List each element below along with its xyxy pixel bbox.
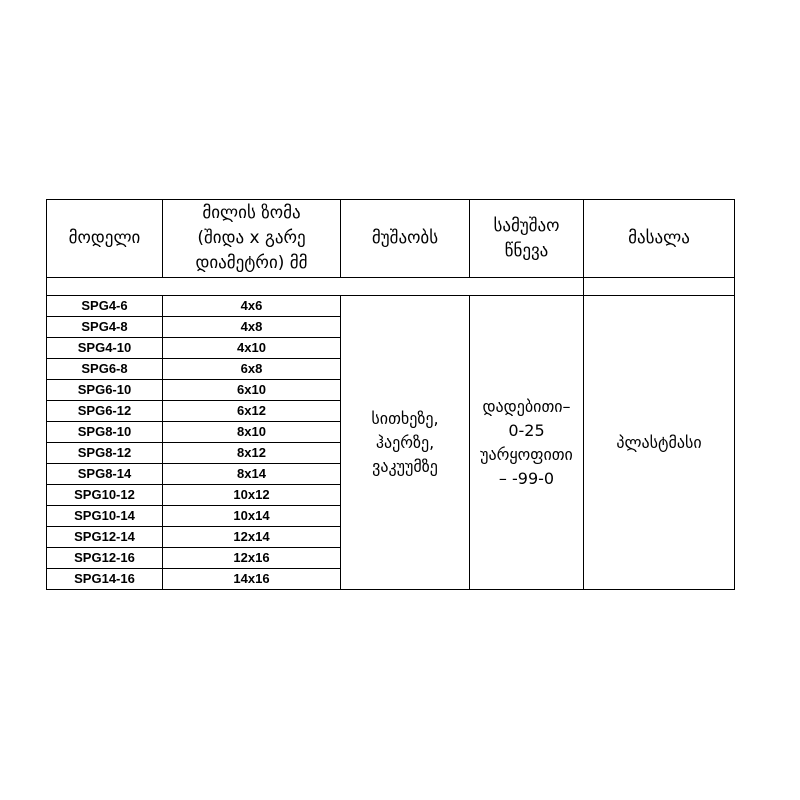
size-cell: 4x8 (163, 317, 341, 338)
working-pressure-line: 0-25 (508, 420, 545, 440)
spacer-row (47, 278, 735, 296)
model-cell: SPG6-8 (47, 359, 163, 380)
model-cell: SPG10-14 (47, 506, 163, 527)
model-cell: SPG6-12 (47, 401, 163, 422)
size-cell: 6x12 (163, 401, 341, 422)
model-cell: SPG8-10 (47, 422, 163, 443)
model-cell: SPG12-14 (47, 527, 163, 548)
model-cell: SPG6-10 (47, 380, 163, 401)
header-working-pressure (470, 200, 584, 278)
header-works-with: მუშაობს (341, 200, 470, 278)
header-pipe-size (163, 200, 341, 278)
size-cell: 4x6 (163, 296, 341, 317)
size-cell: 4x10 (163, 338, 341, 359)
material-cell: პლასტმასი (584, 296, 735, 590)
model-cell: SPG8-12 (47, 443, 163, 464)
works-with-line: სითხეზე, (371, 408, 439, 428)
size-cell: 12x16 (163, 548, 341, 569)
header-model: მოდელი (47, 200, 163, 278)
table-row (47, 296, 735, 317)
works-with-line: ჰაერზე, (375, 432, 435, 452)
works-with-cell (341, 296, 470, 590)
table-body (47, 296, 735, 590)
model-cell: SPG8-14 (47, 464, 163, 485)
product-spec-table (46, 199, 735, 590)
works-with-line: ვაკუუმზე (372, 456, 438, 476)
working-pressure-cell (470, 296, 584, 590)
header-working-pressure-line-2: წნევა (504, 240, 549, 261)
size-cell: 8x10 (163, 422, 341, 443)
model-cell: SPG4-10 (47, 338, 163, 359)
header-pipe-size-line-3: დიამეტრი) მმ (195, 253, 308, 273)
size-cell: 6x8 (163, 359, 341, 380)
model-cell: SPG4-8 (47, 317, 163, 338)
spacer-cell (47, 278, 584, 296)
model-cell: SPG12-16 (47, 548, 163, 569)
size-cell: 8x14 (163, 464, 341, 485)
working-pressure-line: – -99-0 (498, 468, 555, 488)
size-cell: 10x12 (163, 485, 341, 506)
size-cell: 14x16 (163, 569, 341, 590)
model-cell: SPG10-12 (47, 485, 163, 506)
header-row (47, 200, 735, 278)
working-pressure-line: დადებითი– (482, 396, 571, 416)
size-cell: 12x14 (163, 527, 341, 548)
working-pressure-line: უარყოფითი (480, 444, 573, 464)
model-cell: SPG4-6 (47, 296, 163, 317)
spacer-cell-material (584, 278, 735, 296)
header-pipe-size-line-1: მილის ზომა (202, 203, 301, 223)
header-material: მასალა (584, 200, 735, 278)
model-cell: SPG14-16 (47, 569, 163, 590)
header-pipe-size-line-2: (შიდა x გარე (197, 228, 306, 248)
size-cell: 10x14 (163, 506, 341, 527)
size-cell: 8x12 (163, 443, 341, 464)
size-cell: 6x10 (163, 380, 341, 401)
header-working-pressure-line-1: სამუშაო (493, 215, 560, 236)
